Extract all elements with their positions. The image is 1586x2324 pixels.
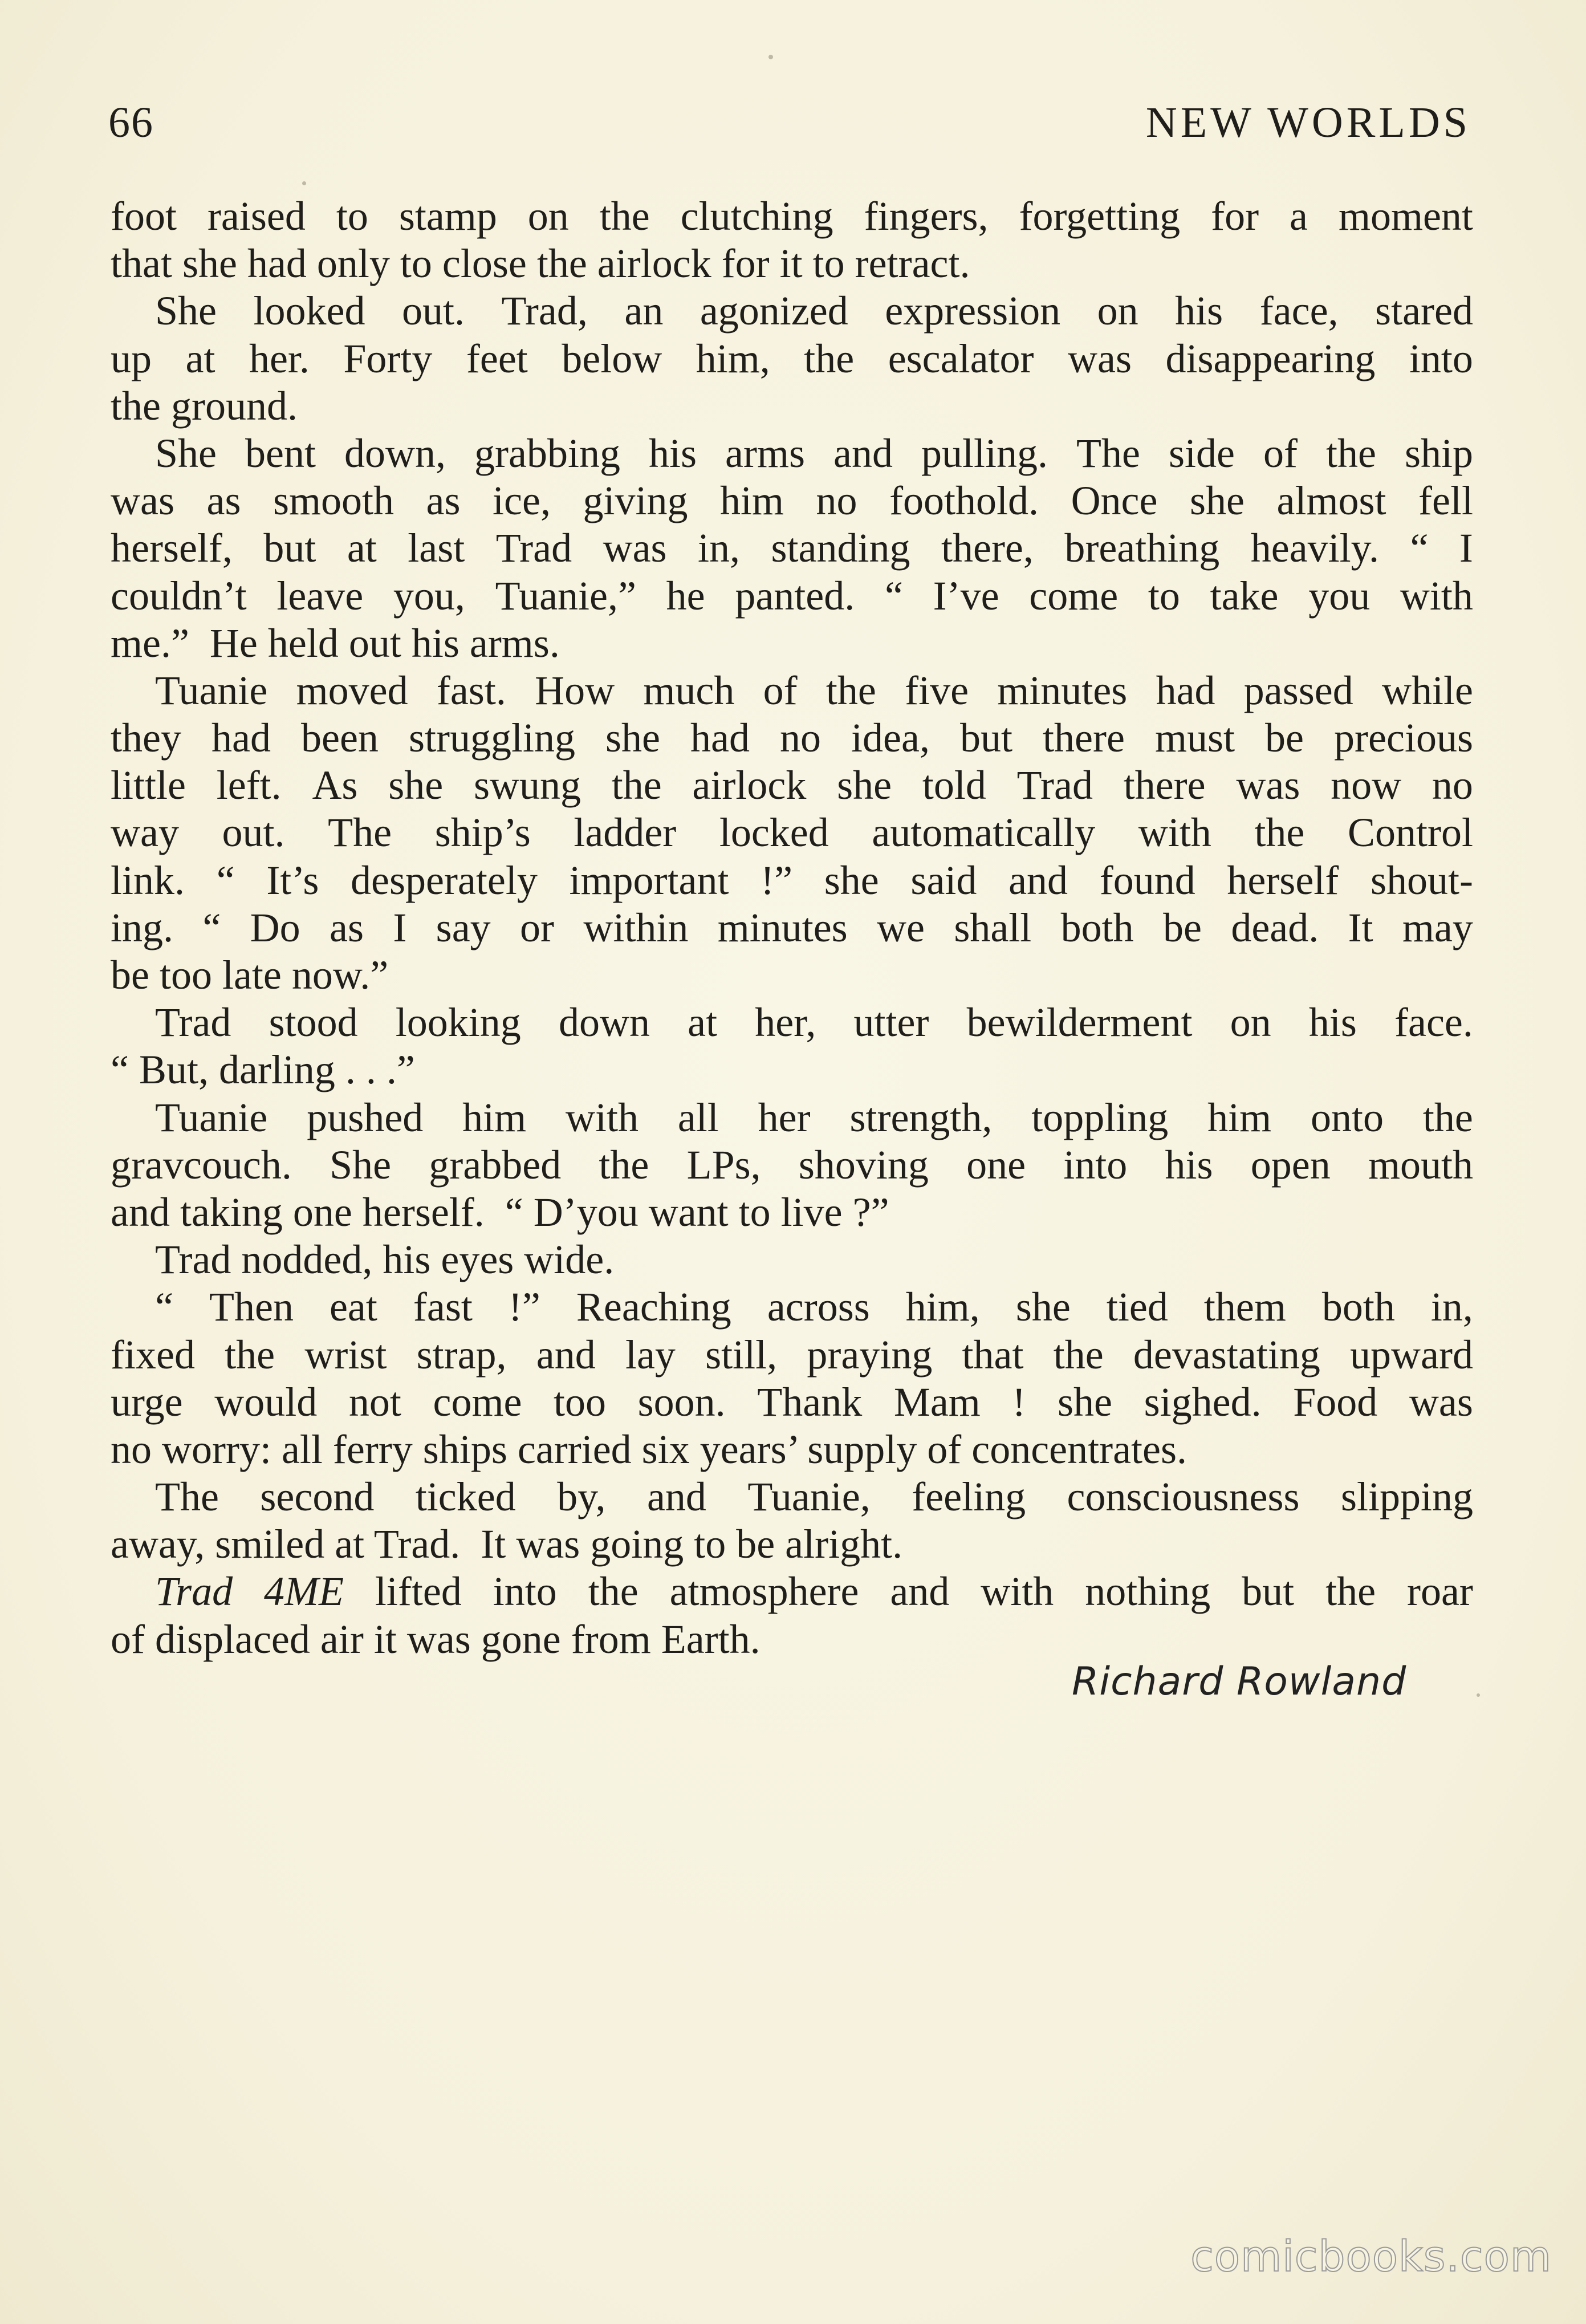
text-line: Trad nodded, his eyes wide.	[155, 1237, 615, 1283]
text-line: “ Then eat fast !” Reaching across him, she tied them both in,	[155, 1284, 1473, 1330]
text-line: She looked out. Trad, an agonized expression on his face, stared	[155, 288, 1473, 334]
text-line: “ But, darling . . .”	[111, 1047, 415, 1093]
page-number: 66	[108, 98, 154, 147]
text-line: and taking one herself. “ D’you want to live ?”	[111, 1189, 889, 1235]
text-line: no worry: all ferry ships carried six years’ supply of concentrates.	[111, 1426, 1188, 1472]
author-signature: Richard Rowland	[1072, 1659, 1407, 1704]
text-line: ing. “ Do as I say or within minutes we shall both be dead. It may	[111, 904, 1473, 950]
text-line: way out. The ship’s ladder locked automatically with the Control	[111, 810, 1473, 856]
paper-speck	[1477, 1693, 1480, 1697]
text-line: of displaced air it was gone from Earth.	[111, 1616, 761, 1662]
text-line: away, smiled at Trad. It was going to be alright.	[111, 1521, 903, 1567]
text-line: urge would not come too soon. Thank Mam ! she sighed. Food was	[111, 1379, 1473, 1425]
story-text	[111, 193, 1473, 1663]
text-line: gravcouch. She grabbed the LPs, shoving one into his open mouth	[111, 1141, 1473, 1188]
text-line: Trad 4ME lifted into the atmosphere and with nothing but the roar	[111, 1568, 1473, 1615]
ship-name: 4ME	[264, 1569, 344, 1615]
text-line: She bent down, grabbing his arms and pulling. The side of the ship	[155, 430, 1473, 476]
text-line: Tuanie pushed him with all her strength, toppling him onto the	[155, 1094, 1473, 1140]
text-line: Tuanie moved fast. How much of the five minutes had passed while	[155, 667, 1473, 713]
text-line: the ground.	[111, 383, 298, 429]
text-line: fixed the wrist strap, and lay still, praying that the devastating upward	[111, 1331, 1473, 1378]
text-line: foot raised to stamp on the clutching fingers, forgetting for a moment	[111, 193, 1473, 239]
text-line: me.” He held out his arms.	[111, 620, 560, 666]
text-line: Trad stood looking down at her, utter bewilderment on his face.	[155, 1000, 1473, 1046]
text-line: they had been struggling she had no idea, but there must be precious	[111, 715, 1473, 761]
watermark: comicbooks.com	[1190, 2232, 1552, 2281]
running-title: NEW WORLDS	[1145, 98, 1471, 147]
ship-name: Trad	[155, 1569, 233, 1615]
text-line: was as smooth as ice, giving him no foothold. Once she almost fell	[111, 478, 1473, 524]
paper-speck	[302, 181, 306, 185]
text-line: herself, but at last Trad was in, standing there, breathing heavily. “ I	[111, 525, 1473, 571]
text-line: that she had only to close the airlock for it to retract.	[111, 241, 970, 287]
text-line: The second ticked by, and Tuanie, feeling consciousness slipping	[155, 1474, 1473, 1520]
text-line: be too late now.”	[111, 952, 389, 998]
page-header	[108, 97, 1471, 148]
text-line: link. “ It’s desperately important !” she said and found herself shout-	[111, 857, 1473, 903]
text-line: little left. As she swung the airlock she told Trad there was now no	[111, 762, 1473, 808]
text-line: couldn’t leave you, Tuanie,” he panted. “ I’ve come to take you with	[111, 572, 1473, 619]
paper-speck	[768, 55, 773, 59]
text-line: up at her. Forty feet below him, the escalator was disappearing into	[111, 335, 1473, 381]
